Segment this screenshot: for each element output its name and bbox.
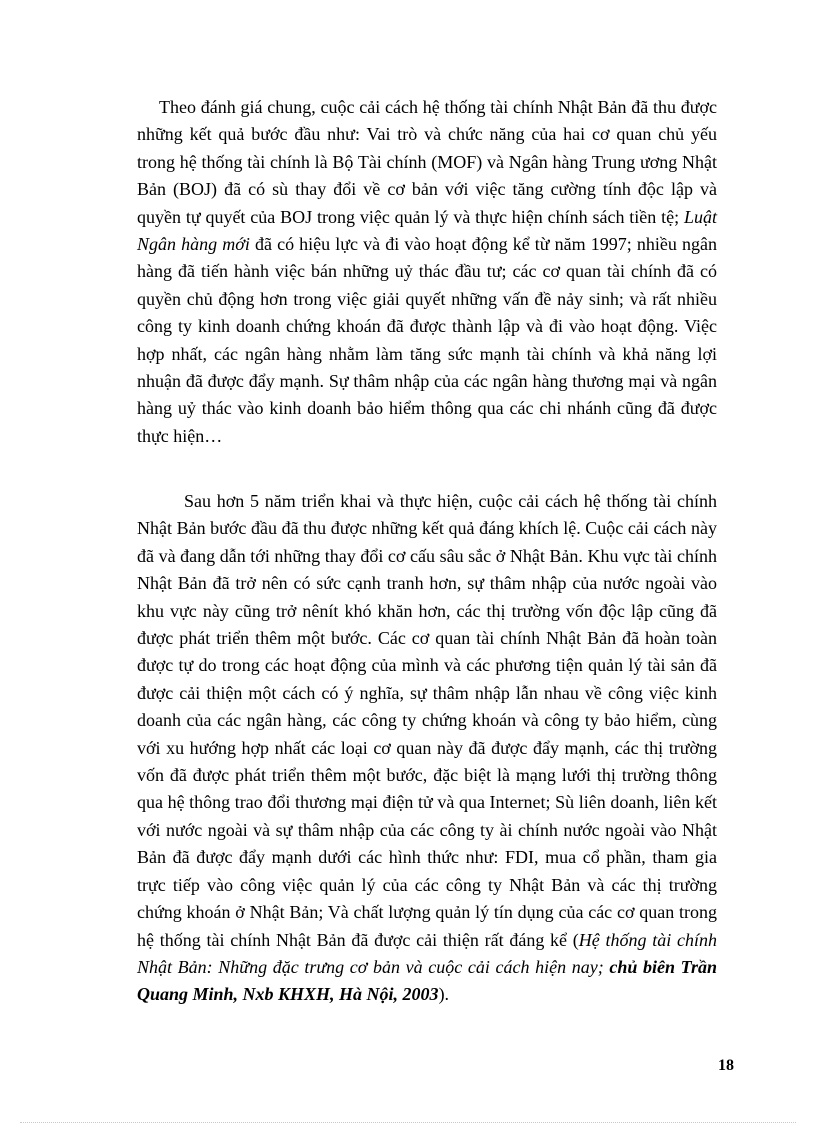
paragraph-1-text-start: Theo đánh giá chung, cuộc cải cách hệ thống tài chính Nhật Bản đã thu được những kết quả bước đầu như: Vai trò và chức năng của hai cơ quan chủ yếu trong hệ thống tài chính là Bộ Tài chính (MOF) và Ngân hàng Trung ương Nhật Bản (BOJ) đã có sù thay đổi về cơ bản với việc tăng cường tính độc lập và quyền tự quyết của BOJ trong việc quản lý và thực hiện chính sách tiền tệ; [137,97,717,227]
citation-closing: ). [438,984,450,1005]
paragraph-2 [137,488,717,1009]
citation-title-italic: Hệ thống tài chính Nhật Bản: Những đặc trưng cơ bản và cuộc cải cách hiện nay; [137,929,718,977]
paragraph-2-text: Sau hơn 5 năm triển khai và thực hiện, cuộc cải cách hệ thống tài chính Nhật Bản bước đầu đã thu được những kết quả đáng khích lệ. Cuộc cải cách này đã và đang dẫn tới những thay đổi cơ cấu sâu sắc ở Nhật Bản. Khu vực tài chính Nhật Bản đã trở nên có sức cạnh tranh hơn, sự thâm nhập của nước ngoài vào khu vực này cũng trở nênít khó khăn hơn, các thị trường vốn độc lập cũng đã được phát triển thêm một bước. Các cơ quan tài chính Nhật Bản đã hoàn toàn được tự do trong các hoạt động của mình và các phương tiện quản lý tài sản đã được cải thiện một cách có ý nghĩa, sự thâm nhập lẫn nhau về công việc kinh doanh của các ngân hàng, các công ty chứng khoán và công ty bảo hiểm, cùng với xu hướng hợp nhất các loại cơ quan này đã được đẩy mạnh, các thị trường vốn đã được phát triển thêm một bước, đặc biệt là mạng lưới thị trường thông qua hệ thông trao đổi thương mại điện tử và qua Internet; Sù liên doanh, liên kết với nước ngoài và sự thâm nhập của các công ty ài chính nước ngoài vào Nhật Bản đã được đẩy mạnh dưới các hình thức như: FDI, mua cổ phần, tham gia trực tiếp vào công việc quản lý của các công ty Nhật Bản và các thị trường chứng khoán ở Nhật Bản; Và chất lượng quản lý tín dụng của các cơ quan trong hệ thống tài chính Nhật Bản đã được cải thiện rất đáng kể ( [137,491,717,950]
law-title-italic: Luật Ngân hàng mới [137,206,717,255]
paragraph-1-text-end: đã có hiệu lực và đi vào hoạt động kể từ năm 1997; nhiều ngân hàng đã tiến hành việc bán những uỷ thác đầu tư; các cơ quan tài chính đã có quyền chủ động hơn trong việc giải quyết những vấn đề nảy sinh; và rất nhiều công ty kinh doanh chứng khoán đã được thành lập và đi vào hoạt động. Việc hợp nhất, các ngân hàng nhằm làm tăng sức mạnh tài chính và khả năng lợi nhuận đã được đẩy mạnh. Sự thâm nhập của các ngân hàng thương mại và ngân hàng uỷ thác vào kinh doanh bảo hiểm thông qua các chi nhánh cũng đã được thực hiện… [137,234,717,446]
paragraph-1 [137,94,717,450]
citation-editor-bold-italic: chủ biên Trần Quang Minh, Nxb KHXH, Hà Nội, 2003 [137,956,718,1005]
page-number: 18 [718,1057,734,1074]
